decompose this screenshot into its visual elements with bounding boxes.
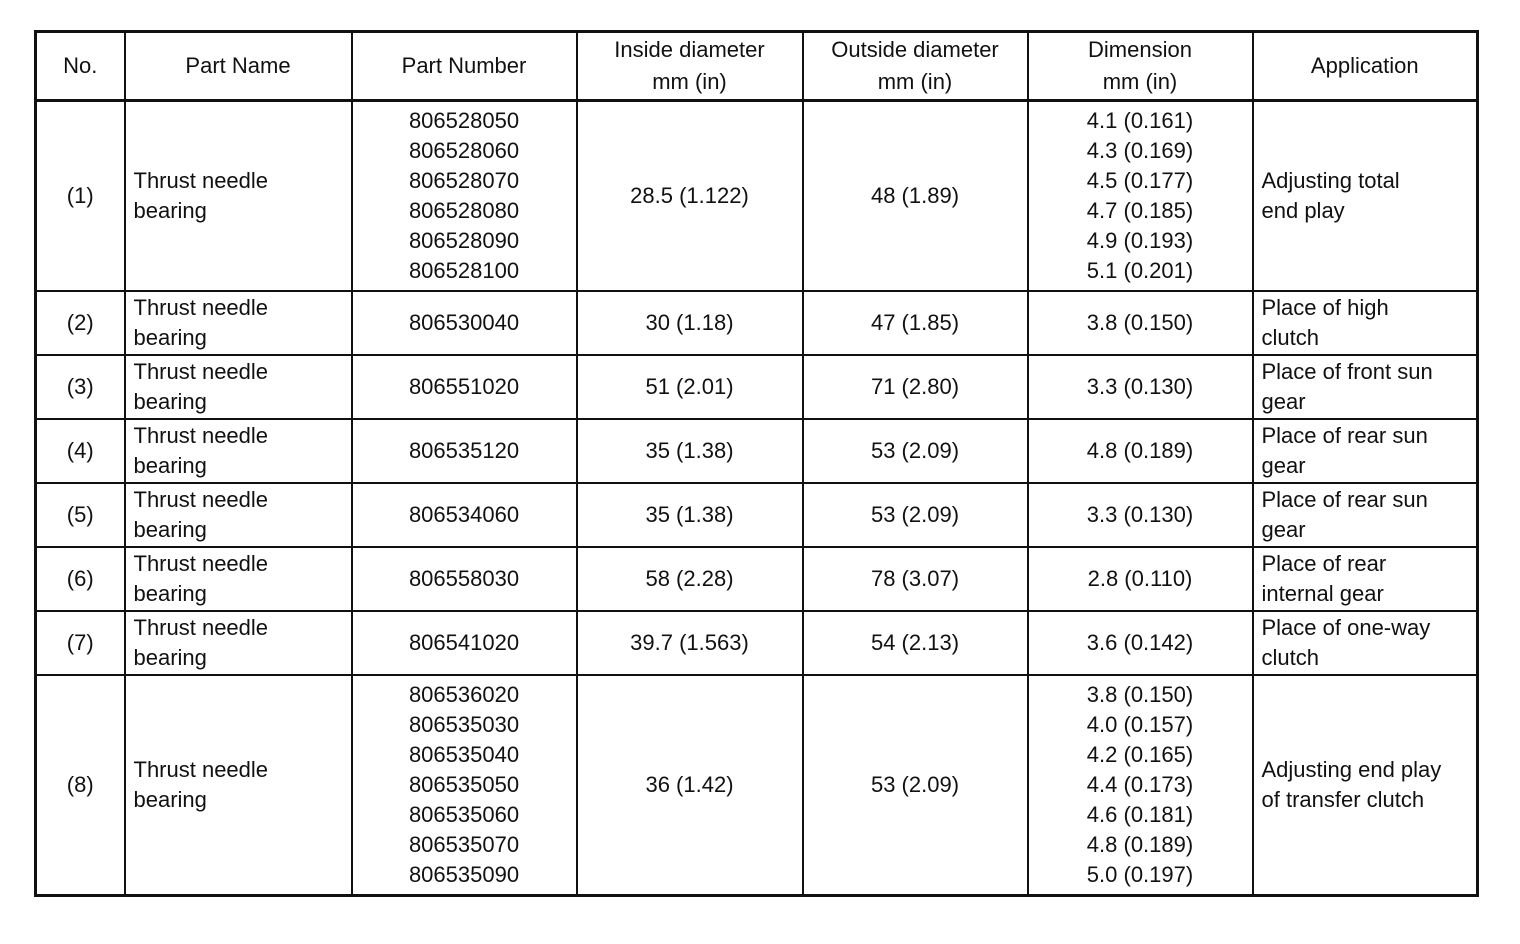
table-row bbox=[36, 291, 1478, 355]
cell-dimension bbox=[1028, 419, 1253, 483]
table-row bbox=[36, 675, 1478, 896]
inside-diameter-value: 51 (2.01) bbox=[645, 374, 734, 399]
outside-diameter-value: 48 (1.89) bbox=[870, 183, 960, 208]
outside-diameter-value: 53 (2.09) bbox=[870, 438, 960, 463]
part-number: 806534060 bbox=[408, 502, 520, 527]
header-outside-diameter: Outside diameter mm (in) bbox=[803, 32, 1028, 101]
part-number: 806535050 bbox=[408, 772, 520, 797]
inside-diameter-value: 58 (2.28) bbox=[645, 566, 734, 591]
thrust-bearing-table-container bbox=[34, 30, 1476, 897]
application-line: end play bbox=[1261, 198, 1345, 223]
outside-diameter-value: 71 (2.80) bbox=[870, 374, 960, 399]
application-line: Place of one-way bbox=[1261, 615, 1431, 640]
outside-diameter-value: 54 (2.13) bbox=[870, 630, 960, 655]
inside-diameter-value: 39.7 (1.563) bbox=[630, 630, 749, 655]
dimension-value: 4.8 (0.189) bbox=[1086, 438, 1194, 463]
part-number: 806528060 bbox=[408, 138, 520, 163]
application-line: gear bbox=[1261, 517, 1306, 542]
cell-outside-diameter bbox=[803, 483, 1028, 547]
inside-diameter-value: 28.5 (1.122) bbox=[630, 183, 749, 208]
dimension-value: 5.1 (0.201) bbox=[1086, 258, 1194, 283]
cell-part-number bbox=[352, 483, 577, 547]
application-line: clutch bbox=[1261, 325, 1319, 350]
dimension-value: 4.0 (0.157) bbox=[1086, 712, 1194, 737]
cell-dimension bbox=[1028, 547, 1253, 611]
cell-no bbox=[36, 547, 125, 611]
part-number: 806535030 bbox=[408, 712, 520, 737]
cell-inside-diameter bbox=[577, 675, 803, 896]
cell-dimension bbox=[1028, 483, 1253, 547]
cell-part-number bbox=[352, 101, 577, 292]
cell-application bbox=[1253, 291, 1478, 355]
dimension-value: 5.0 (0.197) bbox=[1086, 862, 1194, 887]
dimension-value: 4.3 (0.169) bbox=[1086, 138, 1194, 163]
row-number: (2) bbox=[66, 310, 94, 335]
inside-diameter-value: 35 (1.38) bbox=[645, 502, 734, 527]
part-name-line: Thrust needle bbox=[133, 295, 269, 320]
part-name-line: Thrust needle bbox=[133, 615, 269, 640]
application-line: clutch bbox=[1261, 645, 1319, 670]
part-name-line: bearing bbox=[133, 787, 207, 812]
application-line: Place of rear sun bbox=[1261, 487, 1428, 512]
cell-part-number bbox=[352, 419, 577, 483]
table-row bbox=[36, 101, 1478, 292]
dimension-value: 4.6 (0.181) bbox=[1086, 802, 1194, 827]
part-number: 806530040 bbox=[408, 310, 520, 335]
cell-inside-diameter bbox=[577, 611, 803, 675]
cell-application bbox=[1253, 355, 1478, 419]
header-part-number: Part Number bbox=[352, 32, 577, 101]
part-name-line: bearing bbox=[133, 645, 207, 670]
table-row bbox=[36, 611, 1478, 675]
cell-application bbox=[1253, 611, 1478, 675]
cell-dimension bbox=[1028, 101, 1253, 292]
dimension-value: 4.4 (0.173) bbox=[1086, 772, 1194, 797]
part-number: 806528050 bbox=[408, 108, 520, 133]
cell-outside-diameter bbox=[803, 675, 1028, 896]
dimension-value: 3.8 (0.150) bbox=[1086, 310, 1194, 335]
cell-part-number bbox=[352, 547, 577, 611]
row-number: (4) bbox=[66, 438, 94, 463]
part-number: 806535060 bbox=[408, 802, 520, 827]
application-line: gear bbox=[1261, 453, 1306, 478]
cell-inside-diameter bbox=[577, 547, 803, 611]
row-number: (3) bbox=[66, 374, 94, 399]
cell-part-name bbox=[125, 291, 352, 355]
dimension-value: 4.2 (0.165) bbox=[1086, 742, 1194, 767]
part-name-line: bearing bbox=[133, 453, 207, 478]
cell-outside-diameter bbox=[803, 355, 1028, 419]
header-no: No. bbox=[36, 32, 125, 101]
cell-no bbox=[36, 483, 125, 547]
dimension-value: 3.3 (0.130) bbox=[1086, 502, 1194, 527]
cell-inside-diameter bbox=[577, 419, 803, 483]
cell-part-name bbox=[125, 419, 352, 483]
part-number: 806528100 bbox=[408, 258, 520, 283]
dimension-value: 3.3 (0.130) bbox=[1086, 374, 1194, 399]
table-row bbox=[36, 419, 1478, 483]
application-line: Place of rear bbox=[1261, 551, 1387, 576]
header-inside-diameter: Inside diameter mm (in) bbox=[577, 32, 803, 101]
cell-dimension bbox=[1028, 355, 1253, 419]
cell-outside-diameter bbox=[803, 419, 1028, 483]
row-number: (1) bbox=[66, 183, 94, 208]
cell-inside-diameter bbox=[577, 291, 803, 355]
part-number: 806535120 bbox=[408, 438, 520, 463]
cell-application bbox=[1253, 101, 1478, 292]
part-number: 806551020 bbox=[408, 374, 520, 399]
part-name-line: bearing bbox=[133, 389, 207, 414]
part-number: 806528090 bbox=[408, 228, 520, 253]
cell-inside-diameter bbox=[577, 483, 803, 547]
outside-diameter-value: 53 (2.09) bbox=[870, 502, 960, 527]
header-dimension: Dimension mm (in) bbox=[1028, 32, 1253, 101]
dimension-value: 4.9 (0.193) bbox=[1086, 228, 1194, 253]
cell-outside-diameter bbox=[803, 101, 1028, 292]
row-number: (5) bbox=[66, 502, 94, 527]
part-number: 806528070 bbox=[408, 168, 520, 193]
part-number: 806528080 bbox=[408, 198, 520, 223]
application-line: Place of rear sun bbox=[1261, 423, 1428, 448]
cell-part-number bbox=[352, 355, 577, 419]
cell-application bbox=[1253, 547, 1478, 611]
part-name-line: Thrust needle bbox=[133, 359, 269, 384]
application-line: gear bbox=[1261, 389, 1306, 414]
cell-no bbox=[36, 611, 125, 675]
dimension-value: 4.8 (0.189) bbox=[1086, 832, 1194, 857]
part-name-line: bearing bbox=[133, 198, 207, 223]
application-line: of transfer clutch bbox=[1261, 787, 1425, 812]
table-row bbox=[36, 483, 1478, 547]
part-name-line: Thrust needle bbox=[133, 168, 269, 193]
part-name-line: Thrust needle bbox=[133, 423, 269, 448]
cell-part-name bbox=[125, 483, 352, 547]
table-header-row bbox=[36, 32, 1478, 101]
outside-diameter-value: 47 (1.85) bbox=[870, 310, 960, 335]
dimension-value: 3.6 (0.142) bbox=[1086, 630, 1194, 655]
cell-part-name bbox=[125, 547, 352, 611]
thrust-bearing-spec-table bbox=[34, 30, 1479, 897]
cell-dimension bbox=[1028, 291, 1253, 355]
part-number: 806536020 bbox=[408, 682, 520, 707]
inside-diameter-value: 30 (1.18) bbox=[645, 310, 734, 335]
cell-dimension bbox=[1028, 675, 1253, 896]
dimension-value: 4.7 (0.185) bbox=[1086, 198, 1194, 223]
cell-no bbox=[36, 675, 125, 896]
part-name-line: Thrust needle bbox=[133, 551, 269, 576]
cell-part-name bbox=[125, 101, 352, 292]
part-name-line: bearing bbox=[133, 517, 207, 542]
application-line: internal gear bbox=[1261, 581, 1384, 606]
cell-inside-diameter bbox=[577, 101, 803, 292]
cell-part-number bbox=[352, 611, 577, 675]
cell-application bbox=[1253, 483, 1478, 547]
outside-diameter-value: 78 (3.07) bbox=[870, 566, 960, 591]
cell-outside-diameter bbox=[803, 291, 1028, 355]
cell-application bbox=[1253, 419, 1478, 483]
row-number: (8) bbox=[66, 772, 94, 797]
dimension-value: 3.8 (0.150) bbox=[1086, 682, 1194, 707]
cell-no bbox=[36, 291, 125, 355]
cell-part-number bbox=[352, 291, 577, 355]
cell-outside-diameter bbox=[803, 611, 1028, 675]
table-row bbox=[36, 547, 1478, 611]
cell-outside-diameter bbox=[803, 547, 1028, 611]
cell-part-name bbox=[125, 355, 352, 419]
table-row bbox=[36, 355, 1478, 419]
part-number: 806535040 bbox=[408, 742, 520, 767]
cell-part-number bbox=[352, 675, 577, 896]
table-body bbox=[36, 101, 1478, 896]
cell-no bbox=[36, 355, 125, 419]
dimension-value: 2.8 (0.110) bbox=[1087, 566, 1193, 591]
part-number: 806535070 bbox=[408, 832, 520, 857]
application-line: Adjusting total bbox=[1261, 168, 1400, 193]
header-application: Application bbox=[1253, 32, 1478, 101]
cell-dimension bbox=[1028, 611, 1253, 675]
part-name-line: Thrust needle bbox=[133, 757, 269, 782]
part-name-line: bearing bbox=[133, 325, 207, 350]
dimension-value: 4.1 (0.161) bbox=[1086, 108, 1194, 133]
application-line: Place of front sun bbox=[1261, 359, 1433, 384]
cell-no bbox=[36, 101, 125, 292]
part-number: 806535090 bbox=[408, 862, 520, 887]
cell-inside-diameter bbox=[577, 355, 803, 419]
cell-part-name bbox=[125, 611, 352, 675]
header-part-name: Part Name bbox=[125, 32, 352, 101]
dimension-value: 4.5 (0.177) bbox=[1086, 168, 1194, 193]
application-line: Adjusting end play bbox=[1261, 757, 1442, 782]
part-name-line: Thrust needle bbox=[133, 487, 269, 512]
row-number: (6) bbox=[66, 566, 94, 591]
outside-diameter-value: 53 (2.09) bbox=[870, 772, 960, 797]
cell-part-name bbox=[125, 675, 352, 896]
application-line: Place of high bbox=[1261, 295, 1389, 320]
part-name-line: bearing bbox=[133, 581, 207, 606]
cell-application bbox=[1253, 675, 1478, 896]
inside-diameter-value: 36 (1.42) bbox=[645, 772, 734, 797]
part-number: 806541020 bbox=[408, 630, 520, 655]
inside-diameter-value: 35 (1.38) bbox=[645, 438, 734, 463]
part-number: 806558030 bbox=[408, 566, 520, 591]
row-number: (7) bbox=[66, 630, 94, 655]
cell-no bbox=[36, 419, 125, 483]
